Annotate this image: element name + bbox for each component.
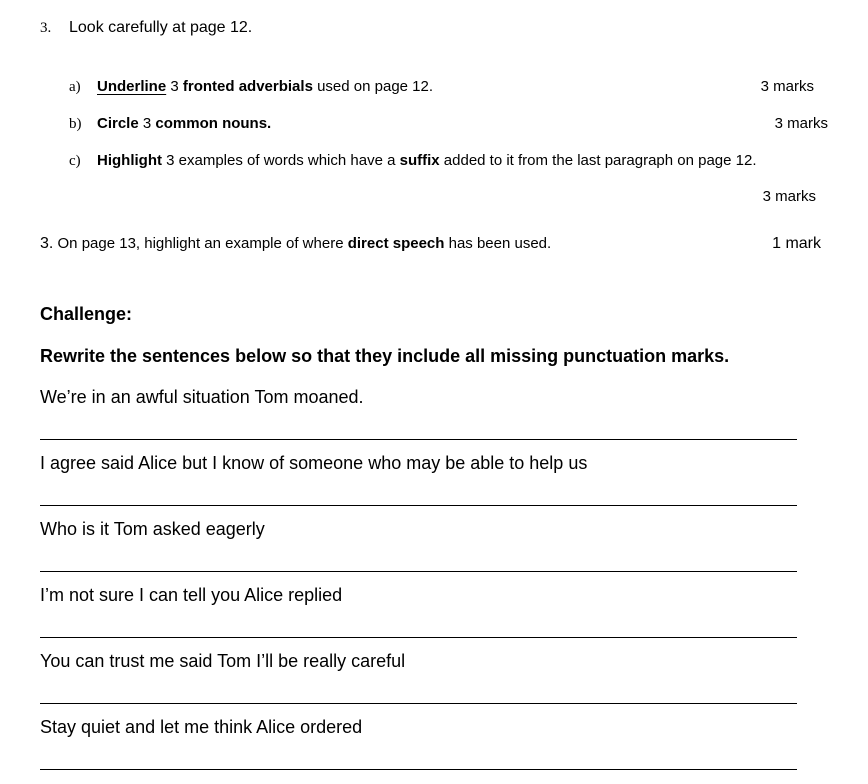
answer-line[interactable] <box>40 571 797 572</box>
challenge-sentence: Who is it Tom asked eagerly <box>40 519 265 539</box>
answer-line[interactable] <box>40 439 797 440</box>
direct-speech-text-2: has been used. <box>444 235 552 252</box>
part-c-lead: Highlight <box>97 152 162 169</box>
part-letter: a) <box>69 79 81 95</box>
part-a-marks: 3 marks <box>760 78 814 95</box>
answer-line[interactable] <box>40 637 797 638</box>
question-number: 3. <box>40 20 52 36</box>
answer-line[interactable] <box>40 505 797 506</box>
direct-speech-bold: direct speech <box>347 235 445 252</box>
answer-line[interactable] <box>40 703 797 704</box>
part-a-text <box>97 78 433 95</box>
direct-speech-marks: 1 mark <box>772 235 821 252</box>
part-b-marks: 3 marks <box>774 115 828 132</box>
challenge-sentence: I agree said Alice but I know of someone who may be able to help us <box>40 453 588 473</box>
answer-line[interactable] <box>40 769 797 770</box>
challenge-sentence: We’re in an awful situation Tom moaned. <box>40 387 364 407</box>
part-c-bold: suffix <box>399 152 440 169</box>
challenge-sentence: I’m not sure I can tell you Alice replied <box>40 585 343 605</box>
part-b-lead: Circle <box>97 115 139 132</box>
direct-speech-text-1: On page 13, highlight an example of where <box>53 235 348 252</box>
challenge-instruction: Rewrite the sentences below so that they include all missing punctuation marks. <box>40 346 730 366</box>
part-letter: b) <box>69 116 82 132</box>
question-number-2: 3. <box>40 235 54 252</box>
direct-speech-question <box>40 235 551 253</box>
part-b-text <box>97 115 271 132</box>
challenge-sentence: Stay quiet and let me think Alice ordered <box>40 717 363 737</box>
part-a-text-2: used on page 12. <box>312 78 434 95</box>
challenge-sentence: You can trust me said Tom I’ll be really careful <box>40 651 406 671</box>
part-c-text-1: 3 examples of words which have a <box>161 152 400 169</box>
part-c-text <box>97 152 757 169</box>
part-c-text-2: added to it from the last paragraph on page 12. <box>439 152 757 169</box>
part-b-text-1: 3 <box>138 115 156 132</box>
part-a-text-1: 3 <box>166 78 183 95</box>
part-c-marks: 3 marks <box>762 188 816 205</box>
challenge-title: Challenge: <box>40 304 133 324</box>
part-b-bold: common nouns. <box>155 115 272 132</box>
question-prompt: Look carefully at page 12. <box>69 19 253 36</box>
part-a-lead: Underline <box>97 78 167 95</box>
part-a-bold: fronted adverbials <box>182 78 313 95</box>
part-letter: c) <box>69 153 81 169</box>
